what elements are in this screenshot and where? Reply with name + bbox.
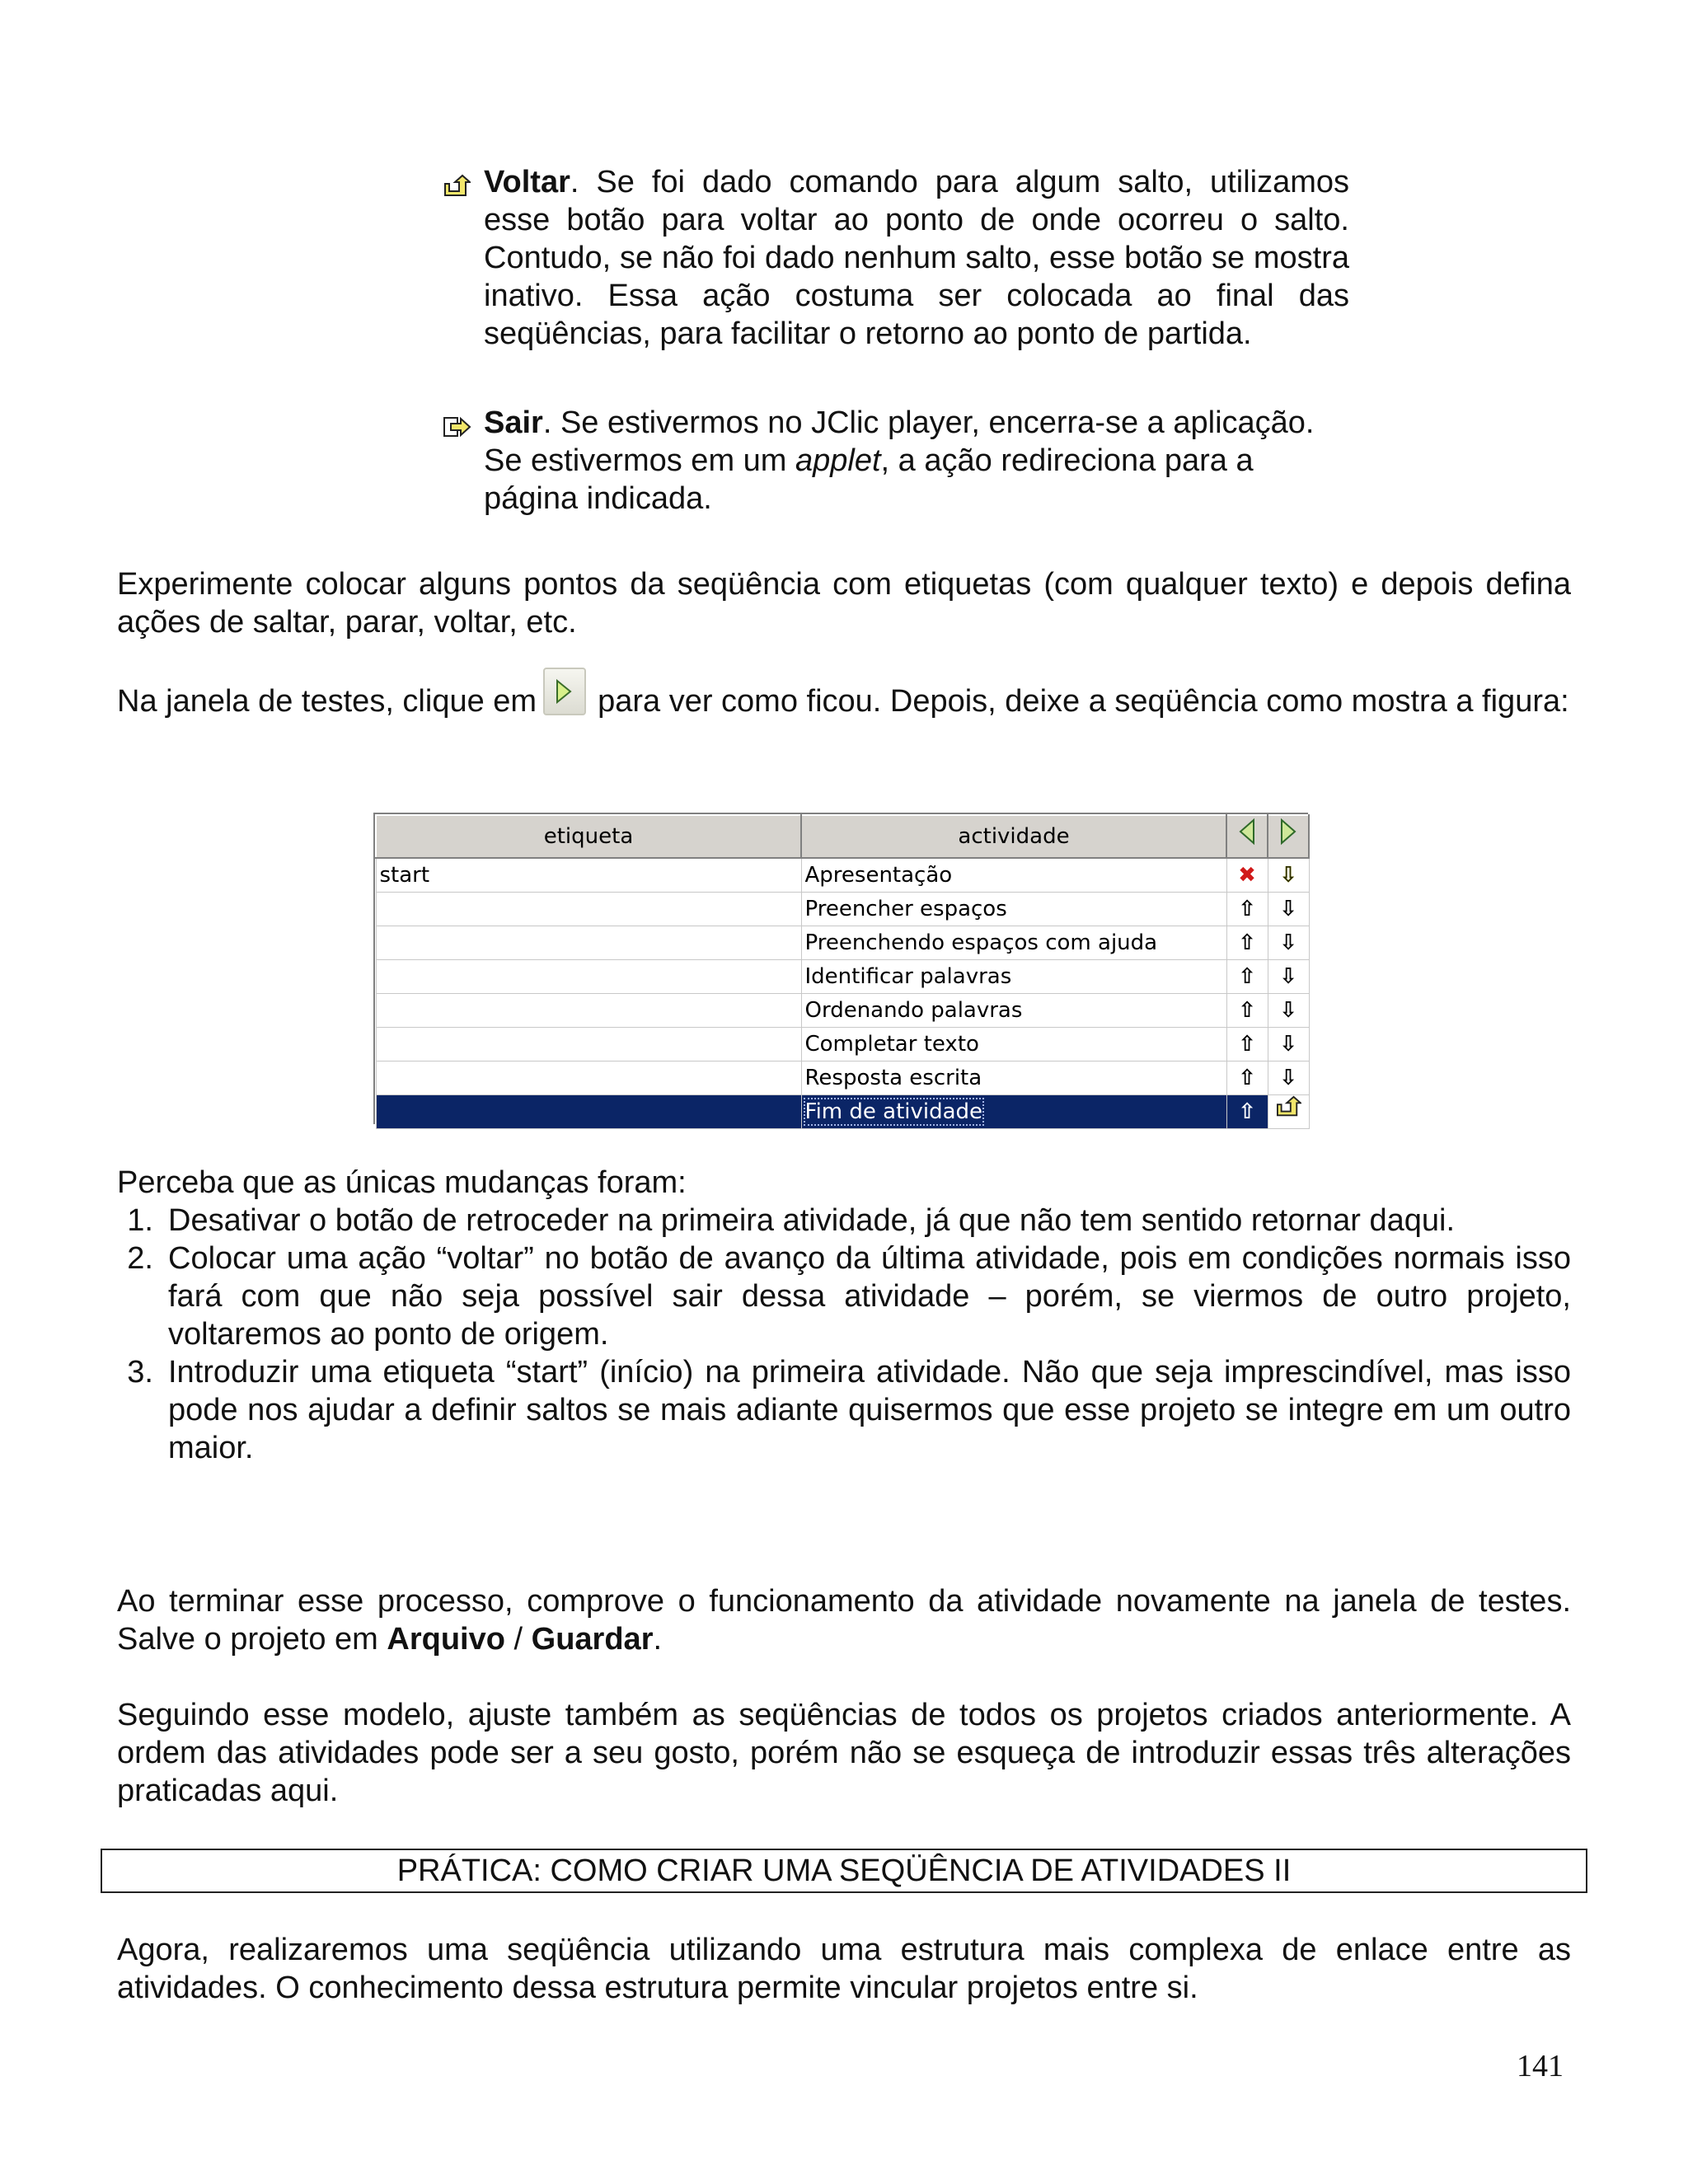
cell-etiqueta[interactable] [376,960,801,994]
play-button-icon [543,668,586,715]
column-header-etiqueta[interactable]: etiqueta [376,815,801,858]
back-action-button[interactable] [1226,960,1268,994]
page-number: 141 [1517,2049,1564,2083]
table-row[interactable] [376,926,1309,960]
cell-text: Fim de atividade [804,1099,983,1124]
return-arrow-icon [1275,1095,1301,1118]
list-item [117,1353,1571,1467]
cell-actividade[interactable] [801,960,1226,994]
forward-action-button[interactable] [1268,858,1309,893]
forward-action-button[interactable] [1268,893,1309,926]
arrow-up-icon: ⇧ [1238,1099,1256,1124]
back-action-button[interactable] [1226,1062,1268,1095]
cell-actividade[interactable] [801,994,1226,1028]
cell-actividade[interactable] [801,858,1226,893]
changes-section [117,1164,1571,1467]
bullet-emphasis: applet [795,443,881,478]
back-action-button[interactable] [1226,926,1268,960]
cell-text: Identificar palavras [804,964,1012,989]
arrow-down-icon: ⇩ [1279,930,1297,955]
table-row[interactable] [376,960,1309,994]
list-item [117,1202,1571,1240]
cell-etiqueta[interactable] [376,994,801,1028]
back-action-button[interactable] [1226,858,1268,893]
cell-actividade[interactable] [801,926,1226,960]
list-text: Colocar uma ação “voltar” no botão de avanço da última atividade, pois em condições normais isso fará com que não seja possível sair dessa atividade – porém, se viermos de outro projeto, voltaremos ao ponto de origem. [168,1241,1571,1352]
bullet-term: Voltar [484,165,570,199]
menu-path-arquivo: Arquivo [387,1622,505,1657]
nav-forward-button[interactable] [1268,815,1309,858]
table-row[interactable] [376,858,1309,893]
paragraph-seguindo: Seguindo esse modelo, ajuste também as seqüências de todos os projetos criados anteriormente. A ordem das atividades pode ser a seu gosto, porém não se esqueça de introduzir essas três alterações praticadas aqui. [117,1698,1571,1808]
forward-action-button[interactable] [1268,1062,1309,1095]
back-action-button[interactable] [1226,1095,1268,1129]
cell-etiqueta[interactable]: start [376,858,801,893]
arrow-up-icon: ⇧ [1238,897,1256,921]
paragraph-end: . [653,1622,663,1657]
sequence-table-screenshot [373,813,1308,1124]
cell-etiqueta[interactable] [376,1095,801,1129]
changes-list [117,1202,1571,1467]
forward-action-button[interactable] [1268,960,1309,994]
column-header-actividade[interactable]: actividade [801,815,1226,858]
exit-arrow-icon [443,404,484,518]
paragraph-terminar [117,1582,1571,1658]
back-action-button[interactable] [1226,893,1268,926]
back-action-button[interactable] [1226,1028,1268,1062]
paragraph-janela [117,679,1571,727]
bullet-text: . Se foi dado comando para algum salto, utilizamos esse botão para voltar ao ponto de onde ocorreu o salto. Contudo, se não foi dado nenhum salto, esse botão se mostra inativo. Essa ação costuma ser colocada ao final das seqüências, para facilitar o retorno ao ponto de partida. [484,165,1349,351]
list-text: Introduzir uma etiqueta “start” (início) na primeira atividade. Não que seja imprescindível, mas isso pode nos ajudar a definir saltos se mais adiante quisermos que esse projeto se integre em um outro maior. [168,1355,1571,1465]
list-item [117,1240,1571,1353]
list-number: 1. [127,1203,153,1238]
paragraph-experimente: Experimente colocar alguns pontos da seqüência com etiquetas (com qualquer texto) e depois defina ações de saltar, parar, voltar, etc. [117,567,1571,640]
section-title: PRÁTICA: COMO CRIAR UMA SEQÜÊNCIA DE ATIVIDADES II [101,1849,1587,1893]
bullet-term: Sair [484,405,543,440]
arrow-up-icon: ⇧ [1238,1032,1256,1057]
bullet-text: , a ação redireciona para a página indicada. [484,443,1254,516]
return-arrow-icon [443,163,484,353]
paragraph-text: Na janela de testes, clique em [117,684,537,719]
arrow-down-icon: ⇩ [1279,863,1297,888]
cell-actividade[interactable] [801,1028,1226,1062]
list-number: 3. [127,1355,153,1390]
menu-path-separator: / [504,1622,532,1657]
cell-text: Ordenando palavras [804,998,1023,1023]
cell-text: Resposta escrita [804,1066,982,1090]
sequence-table [375,814,1310,1129]
forward-action-button[interactable] [1268,926,1309,960]
arrow-down-icon: ⇩ [1279,897,1297,921]
arrow-up-icon: ⇧ [1238,1066,1256,1090]
cell-text: Preenchendo espaços com ajuda [804,930,1158,955]
cell-actividade[interactable] [801,1062,1226,1095]
paragraph-text: Ao terminar esse processo, comprove o funcionamento da atividade novamente na janela de testes. Salve o projeto em [117,1584,1571,1657]
cell-actividade[interactable] [801,1095,1226,1129]
arrow-up-icon: ⇧ [1238,930,1256,955]
arrow-down-icon: ⇩ [1279,1032,1297,1057]
table-row[interactable] [376,1028,1309,1062]
nav-back-button[interactable] [1226,815,1268,858]
cell-etiqueta[interactable] [376,1028,801,1062]
forward-action-button[interactable] [1268,994,1309,1028]
cell-actividade[interactable] [801,893,1226,926]
delete-x-icon: ✖ [1238,863,1256,888]
arrow-up-icon: ⇧ [1238,998,1256,1023]
cell-text: Completar texto [804,1032,979,1057]
arrow-down-icon: ⇩ [1279,964,1297,989]
cell-text: Apresentação [804,863,953,888]
table-row[interactable] [376,994,1309,1028]
cell-etiqueta[interactable] [376,926,801,960]
forward-action-button[interactable] [1268,1028,1309,1062]
paragraph-agora: Agora, realizaremos uma seqüência utilizando uma estrutura mais complexa de enlace entre as atividades. O conhecimento dessa estrutura permite vincular projetos entre si. [117,1933,1571,2005]
arrow-up-icon: ⇧ [1238,964,1256,989]
menu-path-guardar: Guardar [531,1622,654,1657]
table-row[interactable] [376,893,1309,926]
bullet-text: . Se estivermos no JClic player, encerra-se a aplicação. Se estivermos em um [484,405,1315,478]
table-row-selected[interactable] [376,1095,1309,1129]
list-text: Desativar o botão de retroceder na primeira atividade, já que não tem sentido retornar daqui. [168,1203,1456,1238]
list-number: 2. [127,1241,153,1276]
triangle-left-icon [1237,818,1257,846]
triangle-right-icon [1278,818,1298,846]
forward-return-button[interactable] [1268,1095,1309,1129]
arrow-down-icon: ⇩ [1279,998,1297,1023]
bullet-sair [443,404,1349,518]
cell-etiqueta[interactable] [376,893,801,926]
cell-etiqueta[interactable] [376,1062,801,1095]
changes-intro: Perceba que as únicas mudanças foram: [117,1165,687,1200]
table-row[interactable] [376,1062,1309,1095]
arrow-down-icon: ⇩ [1279,1066,1297,1090]
paragraph-text: para ver como ficou. Depois, deixe a seqüência como mostra a figura: [598,684,1569,719]
back-action-button[interactable] [1226,994,1268,1028]
bullet-voltar [443,163,1349,353]
cell-text: Preencher espaços [804,897,1007,921]
